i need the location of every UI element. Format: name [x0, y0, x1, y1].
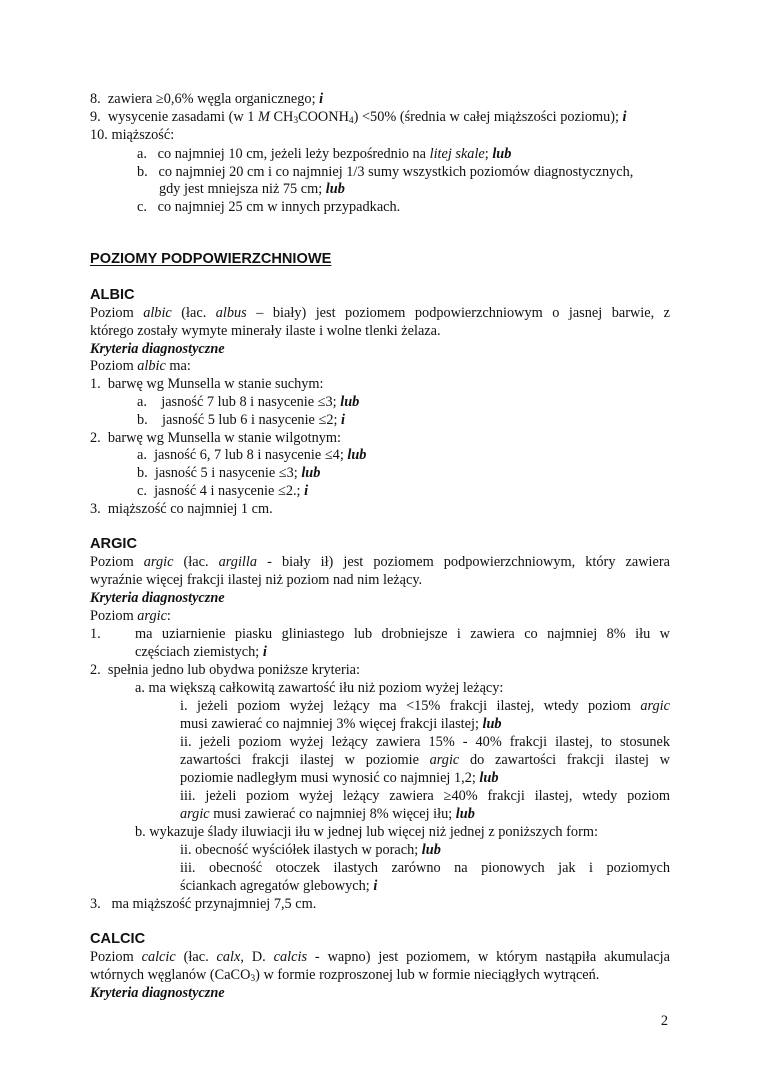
- argic-criterion-2a-ii-cont: zawartości frakcji ilastej w poziomie argic do zawartości frakcji ilastej w: [180, 752, 670, 768]
- albic-criteria-heading: Kryteria diagnostyczne: [90, 341, 225, 357]
- calcic-description-line1: Poziom calcic (łac. calx, D. calcis - wapno) jest poziomem, w którym nastąpiła akumulacja: [90, 949, 670, 965]
- list-item-10b: b. co najmniej 20 cm i co najmniej 1/3 sumy wszystkich poziomów diagnostycznych,: [137, 164, 634, 180]
- argic-criterion-2a-ii-cont2: poziomie nadległym musi wynosić co najmniej 1,2; lub: [180, 770, 499, 786]
- argic-description-line2: wyraźnie więcej frakcji ilastej niż poziom nad nim leżący.: [90, 572, 423, 588]
- argic-criteria-heading: Kryteria diagnostyczne: [90, 590, 225, 606]
- albic-criterion-3: 3. miąższość co najmniej 1 cm.: [90, 501, 273, 517]
- list-item-10b-cont: gdy jest mniejsza niż 75 cm; lub: [159, 181, 345, 197]
- argic-criterion-2: 2. spełnia jedno lub obydwa poniższe kryteria:: [90, 662, 360, 678]
- argic-criterion-2b: b. wykazuje ślady iluwiacji iłu w jednej lub więcej niż jednej z poniższych form:: [135, 824, 598, 840]
- argic-criterion-2a-i: i. jeżeli poziom wyżej leżący ma <15% frakcji ilastej, wtedy poziom argic: [180, 698, 670, 714]
- argic-intro: Poziom argic:: [90, 608, 171, 624]
- list-item-9: 9. wysycenie zasadami (w 1 M $CH_3COONH_4) <50\%$ (średnia w całej miąższości poziomu); i: [90, 109, 627, 126]
- list-item-10a: a. co najmniej 10 cm, jeżeli leży bezpośrednio na litej skale; lub: [137, 146, 512, 162]
- argic-criterion-2a-iii-cont: argic musi zawierać co najmniej 8% więcej iłu; lub: [180, 806, 475, 822]
- list-item-10: 10. miąższość:: [90, 127, 175, 143]
- argic-criterion-1-cont: częściach ziemistych; i: [135, 644, 267, 660]
- albic-criterion-1: 1. barwę wg Munsella w stanie suchym:: [90, 376, 324, 392]
- argic-criterion-2b-iii-cont: ściankach agregatów glebowych; i: [180, 878, 378, 894]
- calcic-heading: CALCIC: [90, 931, 146, 947]
- argic-criterion-2a-ii: ii. jeżeli poziom wyżej leżący zawiera 15% - 40% frakcji ilastej, to stosunek: [180, 734, 670, 750]
- albic-criterion-1b: b. jasność 5 lub 6 i nasycenie ≤2; i: [137, 412, 346, 428]
- albic-criterion-2a: a. jasność 6, 7 lub 8 i nasycenie ≤4; lub: [137, 447, 367, 463]
- argic-criterion-2a-iii: iii. jeżeli poziom wyżej leżący zawiera ≥40% frakcji ilastej, wtedy poziom: [180, 788, 670, 804]
- list-item-10c: c. co najmniej 25 cm w innych przypadkach.: [137, 199, 401, 215]
- argic-criterion-2b-iii: iii. obecność otoczek ilastych zarówno na pionowych jak i poziomych: [180, 860, 670, 876]
- argic-criterion-1-num: 1.: [90, 626, 101, 642]
- calcic-description-line2: wtórnych węglanów (CaCO$_3$) w formie rozproszonej lub w formie nieciągłych wytrąceń.: [90, 967, 600, 984]
- albic-criterion-2: 2. barwę wg Munsella w stanie wilgotnym:: [90, 430, 341, 446]
- argic-criterion-2b-ii: ii. obecność wyściółek ilastych w porach; lub: [180, 842, 441, 858]
- albic-criterion-1a: a. jasność 7 lub 8 i nasycenie ≤3; lub: [137, 394, 360, 410]
- albic-criterion-2c: c. jasność 4 i nasycenie ≤2.; i: [137, 483, 309, 499]
- calcic-criteria-heading: Kryteria diagnostyczne: [90, 985, 225, 1001]
- page-number: 2: [660, 1013, 668, 1029]
- argic-criterion-2a: a. ma większą całkowitą zawartość iłu niż poziom wyżej leżący:: [135, 680, 504, 696]
- subsurface-heading: POZIOMY PODPOWIERZCHNIOWE: [90, 251, 332, 267]
- albic-criterion-2b: b. jasność 5 i nasycenie ≤3; lub: [137, 465, 321, 481]
- argic-heading: ARGIC: [90, 536, 138, 552]
- albic-description-line1: Poziom albic (łac. albus – biały) jest poziomem podpowierzchniowym o jasnej barwie, z: [90, 305, 671, 321]
- albic-intro: Poziom albic ma:: [90, 358, 191, 374]
- argic-criterion-3: 3. ma miąższość przynajmniej 7,5 cm.: [90, 896, 317, 912]
- argic-criterion-2a-i-cont: musi zawierać co najmniej 3% więcej frakcji ilastej; lub: [180, 716, 502, 732]
- argic-description-line1: Poziom argic (łac. argilla - biały ił) jest poziomem podpowierzchniowym, który zawiera: [90, 554, 670, 570]
- albic-heading: ALBIC: [90, 287, 135, 303]
- list-item-8: 8. zawiera ≥0,6% węgla organicznego; i: [90, 91, 324, 107]
- albic-description-line2: którego zostały wymyte minerały ilaste i wolne tlenki żelaza.: [90, 323, 441, 339]
- argic-criterion-1: ma uziarnienie piasku gliniastego lub drobniejsze i zawiera co najmniej 8% iłu w: [135, 626, 670, 642]
